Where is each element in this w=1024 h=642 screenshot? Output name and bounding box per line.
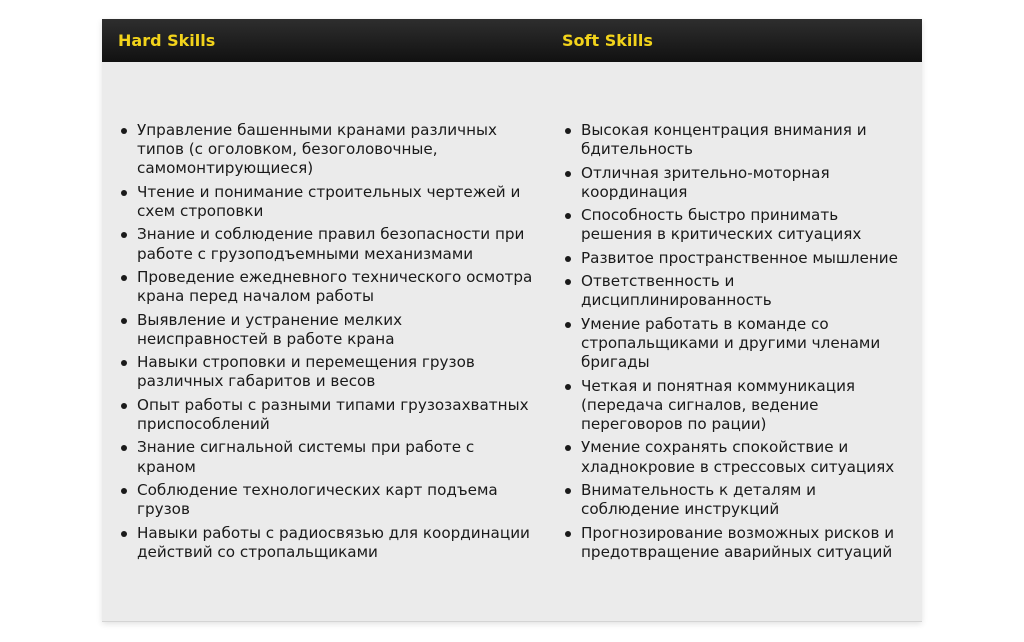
- skills-table: [102, 19, 922, 622]
- soft-skills-list: [560, 121, 910, 562]
- list-item: Внимательность к деталям и соблюдение инструкций: [581, 481, 910, 519]
- list-item: Умение сохранять спокойствие и хладнокровие в стрессовых ситуациях: [581, 438, 910, 476]
- list-item: Умение работать в команде со стропальщиками и другими членами бригады: [581, 315, 910, 373]
- soft-skills-heading: Soft Skills: [562, 31, 653, 50]
- list-item: Выявление и устранение мелких неисправностей в работе крана: [137, 311, 536, 349]
- table-header: [102, 19, 922, 62]
- list-item: Навыки строповки и перемещения грузов различных габаритов и весов: [137, 353, 536, 391]
- list-item: Соблюдение технологических карт подъема грузов: [137, 481, 536, 519]
- list-item: Знание и соблюдение правил безопасности при работе с грузоподъемными механизмами: [137, 225, 536, 263]
- list-item: Развитое пространственное мышление: [581, 249, 910, 268]
- list-item: Чтение и понимание строительных чертежей и схем строповки: [137, 183, 536, 221]
- list-item: Ответственность и дисциплинированность: [581, 272, 910, 310]
- list-item: Навыки работы с радиосвязью для координации действий со стропальщиками: [137, 524, 536, 562]
- list-item: Управление башенными кранами различных типов (с оголовком, безоголовочные, самомонтирующиеся): [137, 121, 536, 179]
- hard-skills-heading: Hard Skills: [118, 31, 216, 50]
- list-item: Способность быстро принимать решения в критических ситуациях: [581, 206, 910, 244]
- list-item: Отличная зрительно-моторная координация: [581, 164, 910, 202]
- list-item: Опыт работы с разными типами грузозахватных приспособлений: [137, 396, 536, 434]
- list-item: Проведение ежедневного технического осмотра крана перед началом работы: [137, 268, 536, 306]
- list-item: Знание сигнальной системы при работе с краном: [137, 438, 536, 476]
- hard-skills-column: [116, 62, 536, 621]
- list-item: Четкая и понятная коммуникация (передача сигналов, ведение переговоров по рации): [581, 377, 910, 435]
- soft-skills-column: [560, 62, 910, 621]
- list-item: Высокая концентрация внимания и бдительность: [581, 121, 910, 159]
- list-item: Прогнозирование возможных рисков и предотвращение аварийных ситуаций: [581, 524, 910, 562]
- hard-skills-list: [116, 121, 536, 562]
